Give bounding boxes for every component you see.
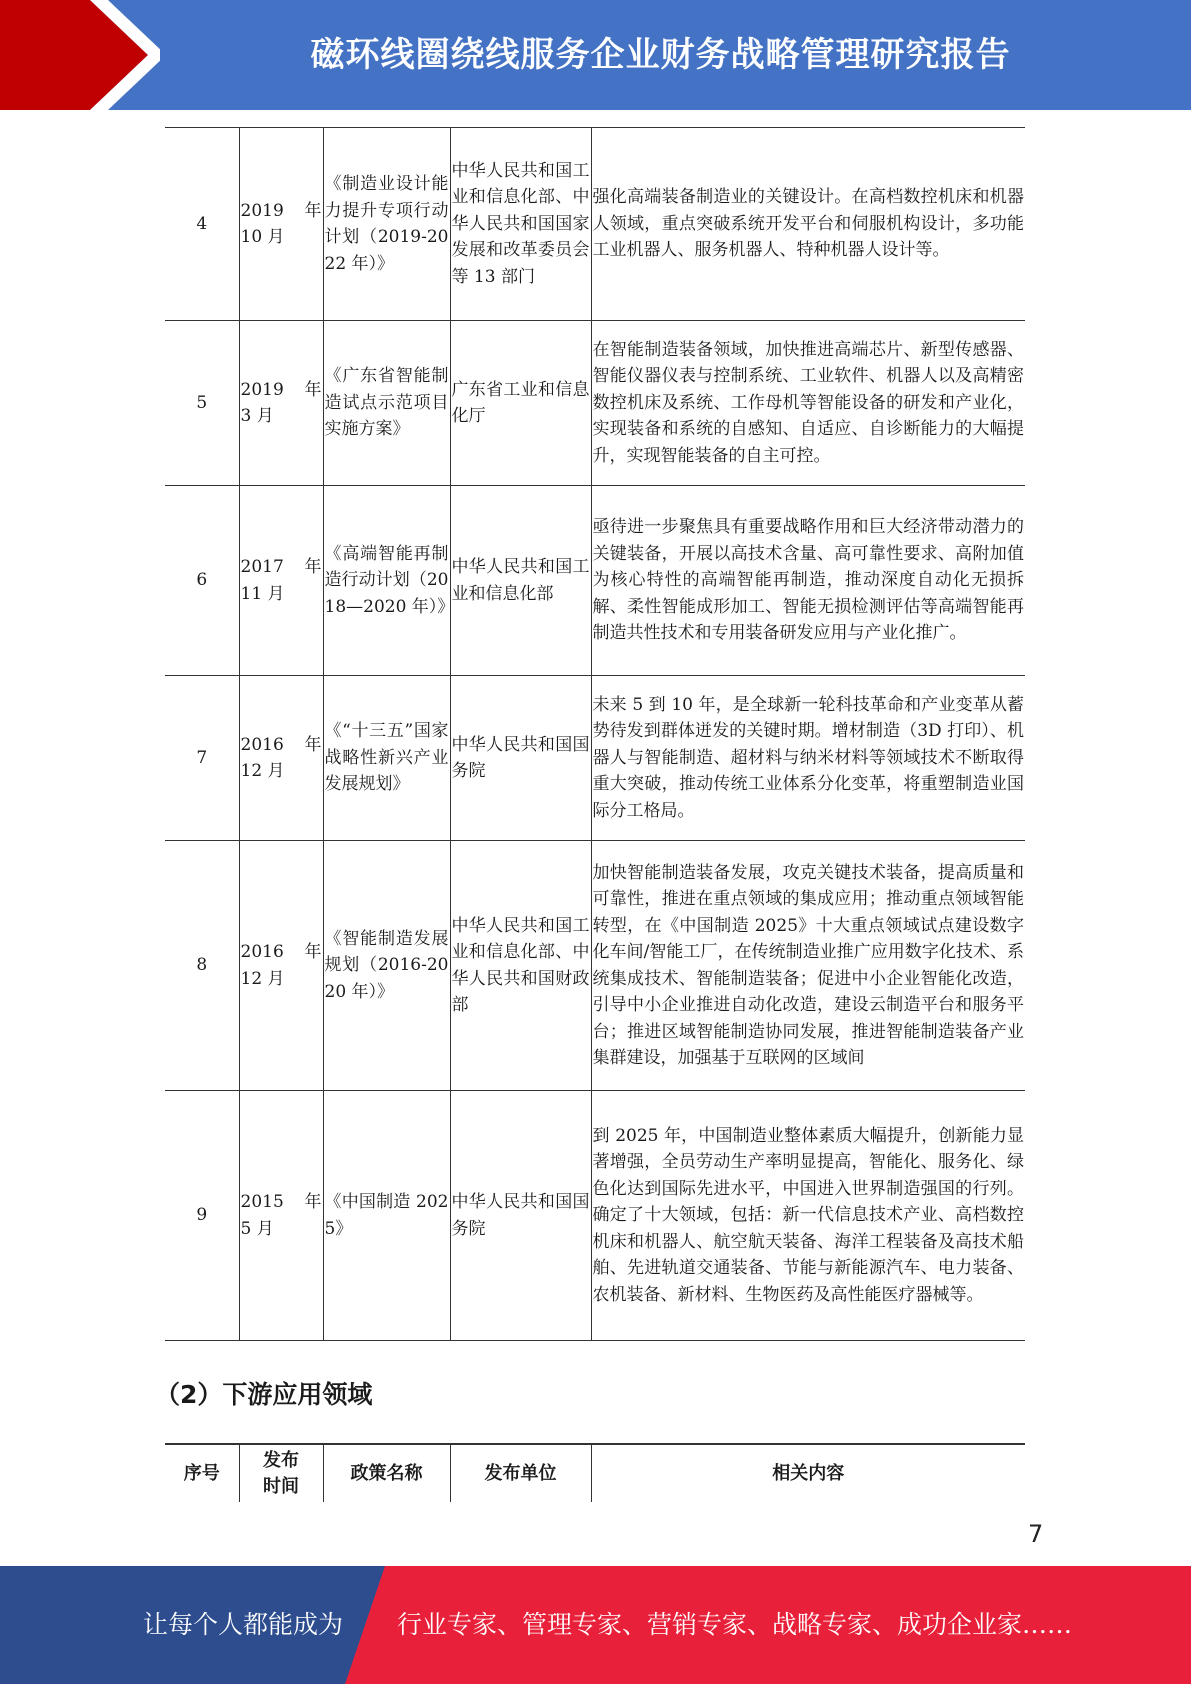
- page-header: [0, 0, 1191, 110]
- table-row: [165, 486, 1025, 676]
- policy-table: [165, 127, 1025, 1341]
- issuer: 中华人民共和国工业和信息化部、中华人民共和国财政部: [450, 841, 591, 1091]
- row-number: 6: [165, 486, 239, 676]
- column-header: 发布单位: [450, 1444, 591, 1502]
- policy-name: 《制造业设计能力提升专项行动计划（2019-2022 年）》: [323, 128, 450, 321]
- row-number: 8: [165, 841, 239, 1091]
- table-row: [165, 321, 1025, 486]
- publish-date: 2015 年 5 月: [239, 1091, 323, 1341]
- publish-date: 2017 年 11 月: [239, 486, 323, 676]
- issuer: 广东省工业和信息化厅: [450, 321, 591, 486]
- column-header: 发布时间: [239, 1444, 323, 1502]
- row-number: 7: [165, 676, 239, 841]
- policy-content: 加快智能制造装备发展，攻克关键技术装备，提高质量和可靠性，推进在重点领域的集成应用；推动重点领域智能转型，在《中国制造 2025》十大重点领域试点建设数字化车间/智能工厂，在传统制造业推广应用数字化技术、系统集成技术、智能制造装备；促进中小企业智能化改造，引导中小企业推进自动化改造，建设云制造平台和服务平台；推进区域智能制造协同发展，推进智能制造装备产业集群建设，加强基于互联网的区域间: [591, 841, 1025, 1091]
- issuer: 中华人民共和国工业和信息化部、中华人民共和国国家发展和改革委员会等 13 部门: [450, 128, 591, 321]
- section-heading: （2）下游应用领域: [155, 1380, 373, 1409]
- policy-name: 《智能制造发展规划（2016-2020 年）》: [323, 841, 450, 1091]
- policy-name: 《广东省智能制造试点示范项目实施方案》: [323, 321, 450, 486]
- policy-content: 亟待进一步聚焦具有重要战略作用和巨大经济带动潜力的关键装备，开展以高技术含量、高可靠性要求、高附加值为核心特性的高端智能再制造，推动深度自动化无损拆解、柔性智能成形加工、智能无损检测评估等高端智能再制造共性技术和专用装备研发应用与产业化推广。: [591, 486, 1025, 676]
- column-header: 政策名称: [323, 1444, 450, 1502]
- policy-content: 未来 5 到 10 年，是全球新一轮科技革命和产业变革从蓄势待发到群体迸发的关键时期。增材制造（3D 打印）、机器人与智能制造、超材料与纳米材料等领域技术不断取得重大突破，推动传统工业体系分化变革，将重塑制造业国际分工格局。: [591, 676, 1025, 841]
- column-header: 序号: [165, 1444, 239, 1502]
- issuer: 中华人民共和国国务院: [450, 676, 591, 841]
- policy-name: 《高端智能再制造行动计划（2018—2020 年）》: [323, 486, 450, 676]
- page-footer: [0, 1566, 1191, 1684]
- policy-content: 强化高端装备制造业的关键设计。在高档数控机床和机器人领域，重点突破系统开发平台和伺服机构设计，多功能工业机器人、服务机器人、特种机器人设计等。: [591, 128, 1025, 321]
- table-row: [165, 676, 1025, 841]
- column-header: 相关内容: [591, 1444, 1025, 1502]
- publish-date: 2019 年 3 月: [239, 321, 323, 486]
- issuer: 中华人民共和国国务院: [450, 1091, 591, 1341]
- publish-date: 2016 年 12 月: [239, 676, 323, 841]
- policy-content: 在智能制造装备领域，加快推进高端芯片、新型传感器、智能仪器仪表与控制系统、工业软件、机器人以及高精密数控机床及系统、工作母机等智能设备的研发和产业化，实现装备和系统的自感知、自适应、自诊断能力的大幅提升，实现智能装备的自主可控。: [591, 321, 1025, 486]
- header-arrow-decoration: [0, 0, 160, 110]
- policy-name: 《“十三五”国家战略性新兴产业发展规划》: [323, 676, 450, 841]
- table-row: [165, 841, 1025, 1091]
- page-number: 7: [1028, 1520, 1044, 1548]
- row-number: 9: [165, 1091, 239, 1341]
- publish-date: 2019 年 10 月: [239, 128, 323, 321]
- table-row: [165, 1091, 1025, 1341]
- policy-content: 到 2025 年，中国制造业整体素质大幅提升，创新能力显著增强，全员劳动生产率明显提高，智能化、服务化、绿色化达到国际先进水平，中国进入世界制造强国的行列。确定了十大领域，包括：新一代信息技术产业、高档数控机床和机器人、航空航天装备、海洋工程装备及高技术船舶、先进轨道交通装备、节能与新能源汽车、电力装备、农机装备、新材料、生物医药及高性能医疗器械等。: [591, 1091, 1025, 1341]
- publish-date: 2016 年 12 月: [239, 841, 323, 1091]
- footer-slogan-left: 让每个人都能成为: [143, 1610, 344, 1639]
- table-header-row: [165, 1444, 1025, 1502]
- row-number: 4: [165, 128, 239, 321]
- row-number: 5: [165, 321, 239, 486]
- footer-slogan-right: 行业专家、管理专家、营销专家、战略专家、成功企业家……: [397, 1610, 1073, 1639]
- policy-name: 《中国制造 2025》: [323, 1091, 450, 1341]
- table-row: [165, 128, 1025, 321]
- issuer: 中华人民共和国工业和信息化部: [450, 486, 591, 676]
- report-title: 磁环线圈绕线服务企业财务战略管理研究报告: [310, 35, 1011, 75]
- downstream-table: [165, 1443, 1025, 1502]
